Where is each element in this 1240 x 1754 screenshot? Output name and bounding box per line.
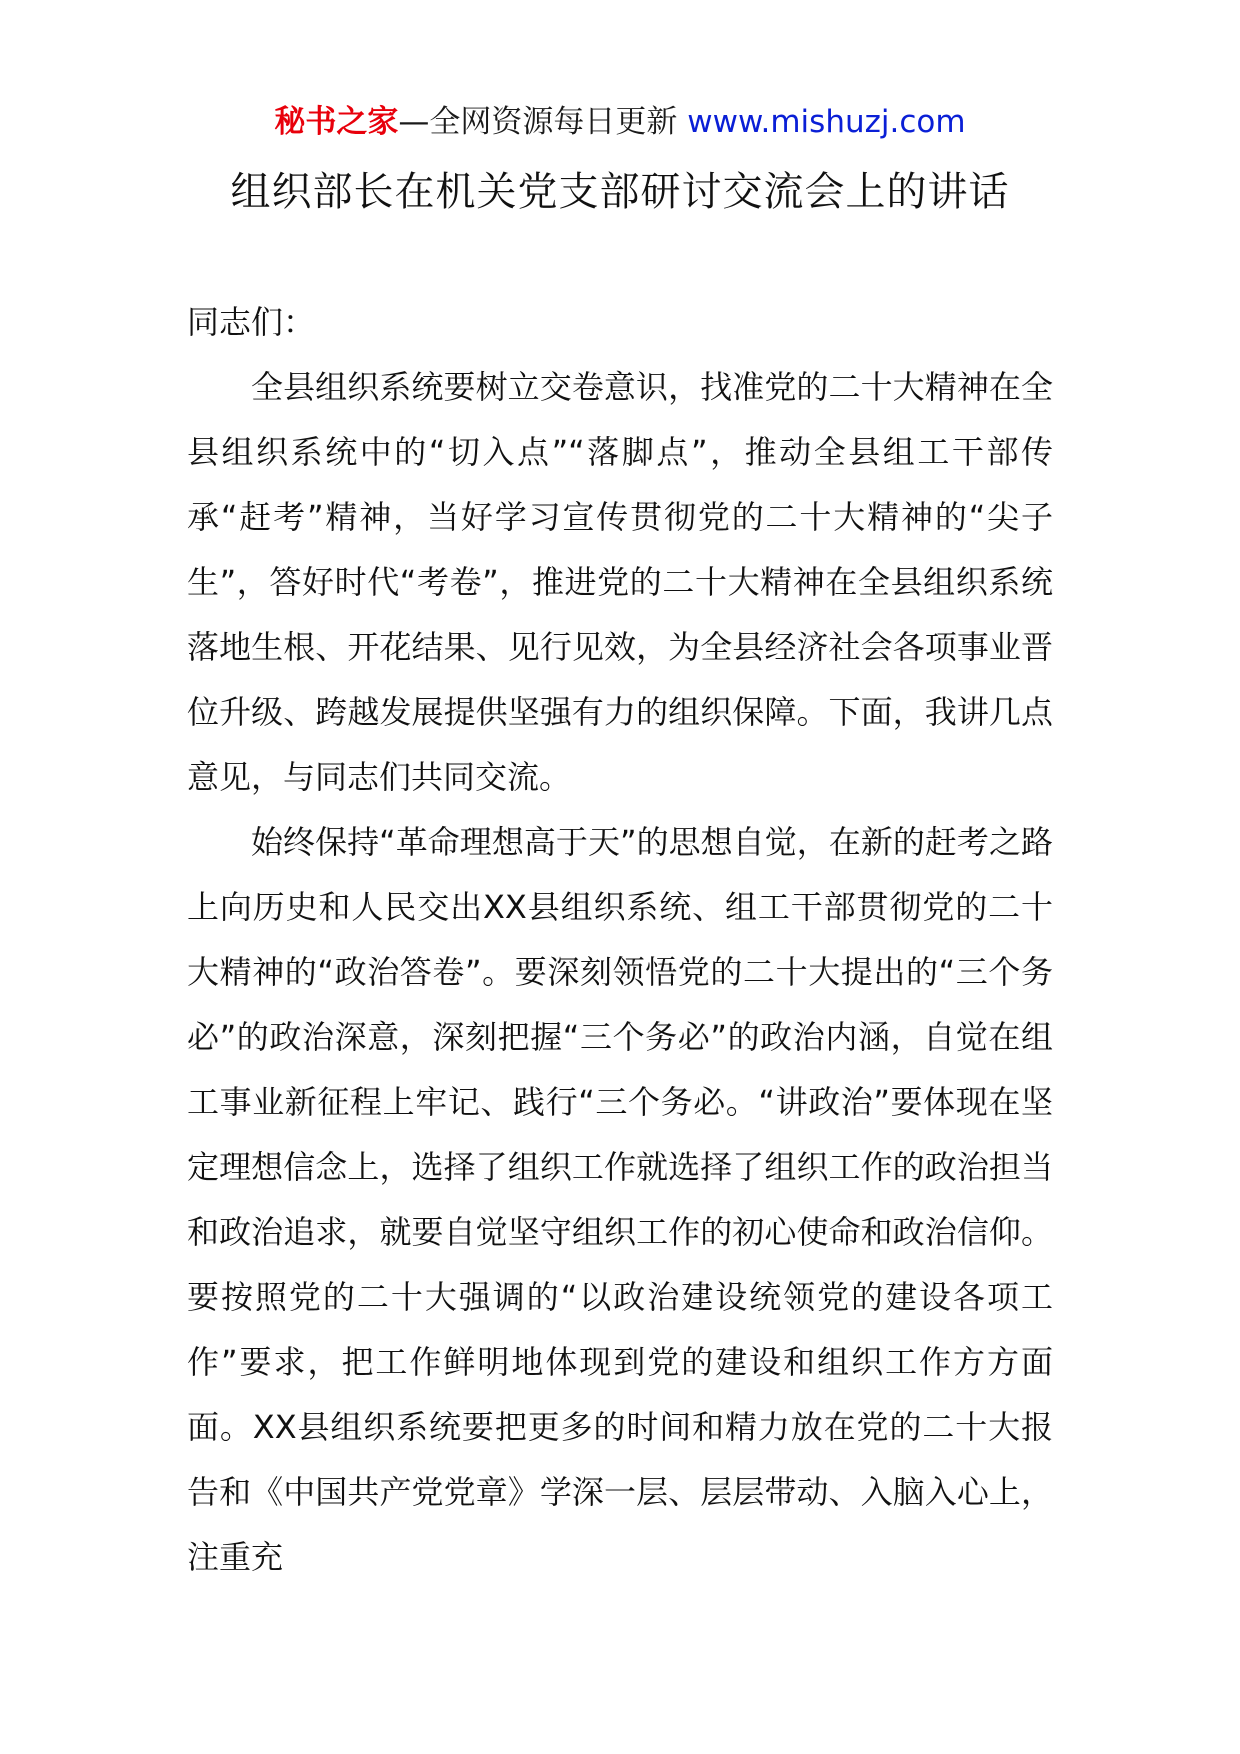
site-tagline: —全网资源每日更新 xyxy=(398,104,688,140)
paragraph-2: 始终保持“革命理想高于天”的思想自觉，在新的赶考之路上向历史和人民交出XX县组织系统、组工干部贯彻党的二十大精神的“政治答卷”。要深刻领悟党的二十大提出的“三个务必”的政治深意，深刻把握“三个务必”的政治内涵，自觉在组工事业新征程上牢记、践行“三个务必。“讲政治”要体现在坚定理想信念上，选择了组织工作就选择了组织工作的政治担当和政治追求，就要自觉坚守组织工作的初心使命和政治信仰。要按照党的二十大强调的“以政治建设统领党的建设各项工作”要求，把工作鲜明地体现到党的建设和组织工作方方面面。XX县组织系统要把更多的时间和精力放在党的二十大报告和《中国共产党党章》学深一层、层层带动、入脑入心上，注重充 xyxy=(187,823,1053,1576)
site-header xyxy=(0,100,1240,144)
salutation: 同志们： xyxy=(187,303,316,341)
paragraph-1: 全县组织系统要树立交卷意识，找准党的二十大精神在全县组织系统中的“切入点”“落脚点”，推动全县组工干部传承“赶考”精神，当好学习宣传贯彻党的二十大精神的“尖子生”，答好时代“考卷”，推进党的二十大精神在全县组织系统落地生根、开花结果、见行见效，为全县经济社会各项事业晋位升级、跨越发展提供坚强有力的组织保障。下面，我讲几点意见，与同志们共同交流。 xyxy=(187,368,1053,796)
document-body xyxy=(187,290,1053,1590)
site-url-link[interactable]: www.mishuzj.com xyxy=(687,104,966,140)
site-brand: 秘书之家 xyxy=(274,104,399,140)
document-title: 组织部长在机关党支部研讨交流会上的讲话 xyxy=(230,169,1010,215)
